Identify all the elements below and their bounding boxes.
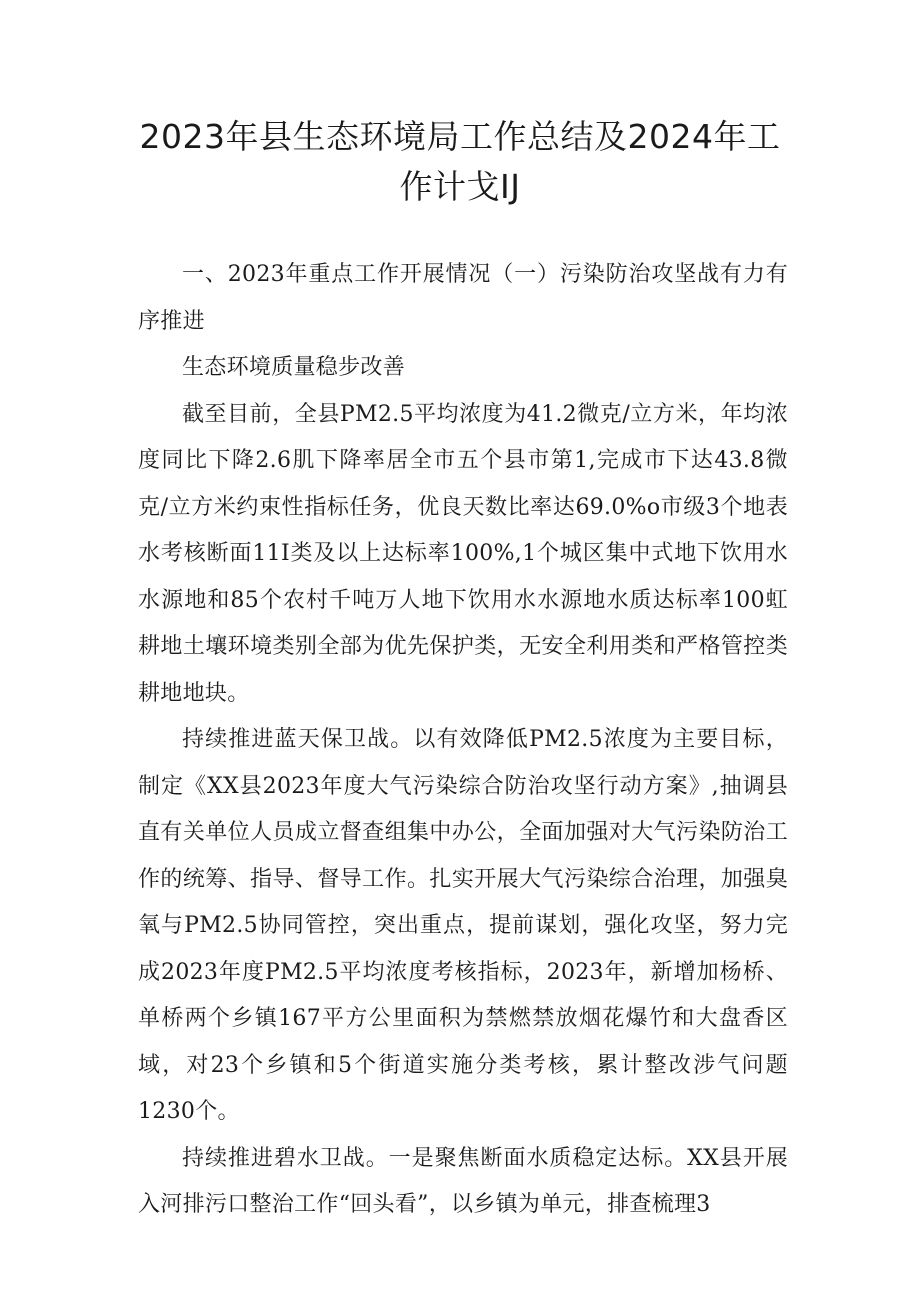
paragraph-clear-water-defense: 持续推进碧水卫战。一是聚焦断面水质稳定达标。XX县开展入河排污口整治工作“回头看”，以乡镇为单元，排查梳理3 bbox=[138, 1145, 788, 1217]
subheading-environment-quality: 生态环境质量稳步改善 bbox=[182, 355, 406, 380]
document-body bbox=[138, 252, 788, 1229]
document-title-line-2: 作计戈IJ bbox=[399, 167, 521, 206]
document-title-line-1: 2023年县生态环境局工作总结及2024年工 bbox=[139, 117, 781, 156]
section-heading: 一、2023年重点工作开展情况（一）污染防治攻坚战有力有序推进 bbox=[138, 262, 788, 334]
paragraph-air-water-soil-status: 截至目前，全县PM2.5平均浓度为41.2微克/立方米，年均浓度同比下降2.6肌下降率居全市五个县市第1,完成市下达43.8微克/立方米约束性指标任务，优良天数比率达69.0%o市级3个地表水考核断面11I类及以上达标率100%,1个城区集中式地下饮用水水源地和85个农村千吨万人地下饮用水水源地水质达标率100虹耕地土壤环境类别全部为优先保护类，无安全利用类和严格管控类耕地地块。 bbox=[138, 401, 788, 706]
paragraph-blue-sky-defense: 持续推进蓝天保卫战。以有效降低PM2.5浓度为主要目标，制定《XX县2023年度大气污染综合防治攻坚行动方案》,抽调县直有关单位人员成立督查组集中办公，全面加强对大气污染防治工作的统筹、指导、督导工作。扎实开展大气污染综合治理，加强臭氧与PM2.5协同管控，突出重点，提前谋划，强化攻坚，努力完成2023年度PM2.5平均浓度考核指标，2023年，新增加杨桥、单桥两个乡镇167平方公里面积为禁燃禁放烟花爆竹和大盘香区域，对23个乡镇和5个街道实施分类考核，累计整改涉气问题1230个。 bbox=[138, 727, 788, 1124]
